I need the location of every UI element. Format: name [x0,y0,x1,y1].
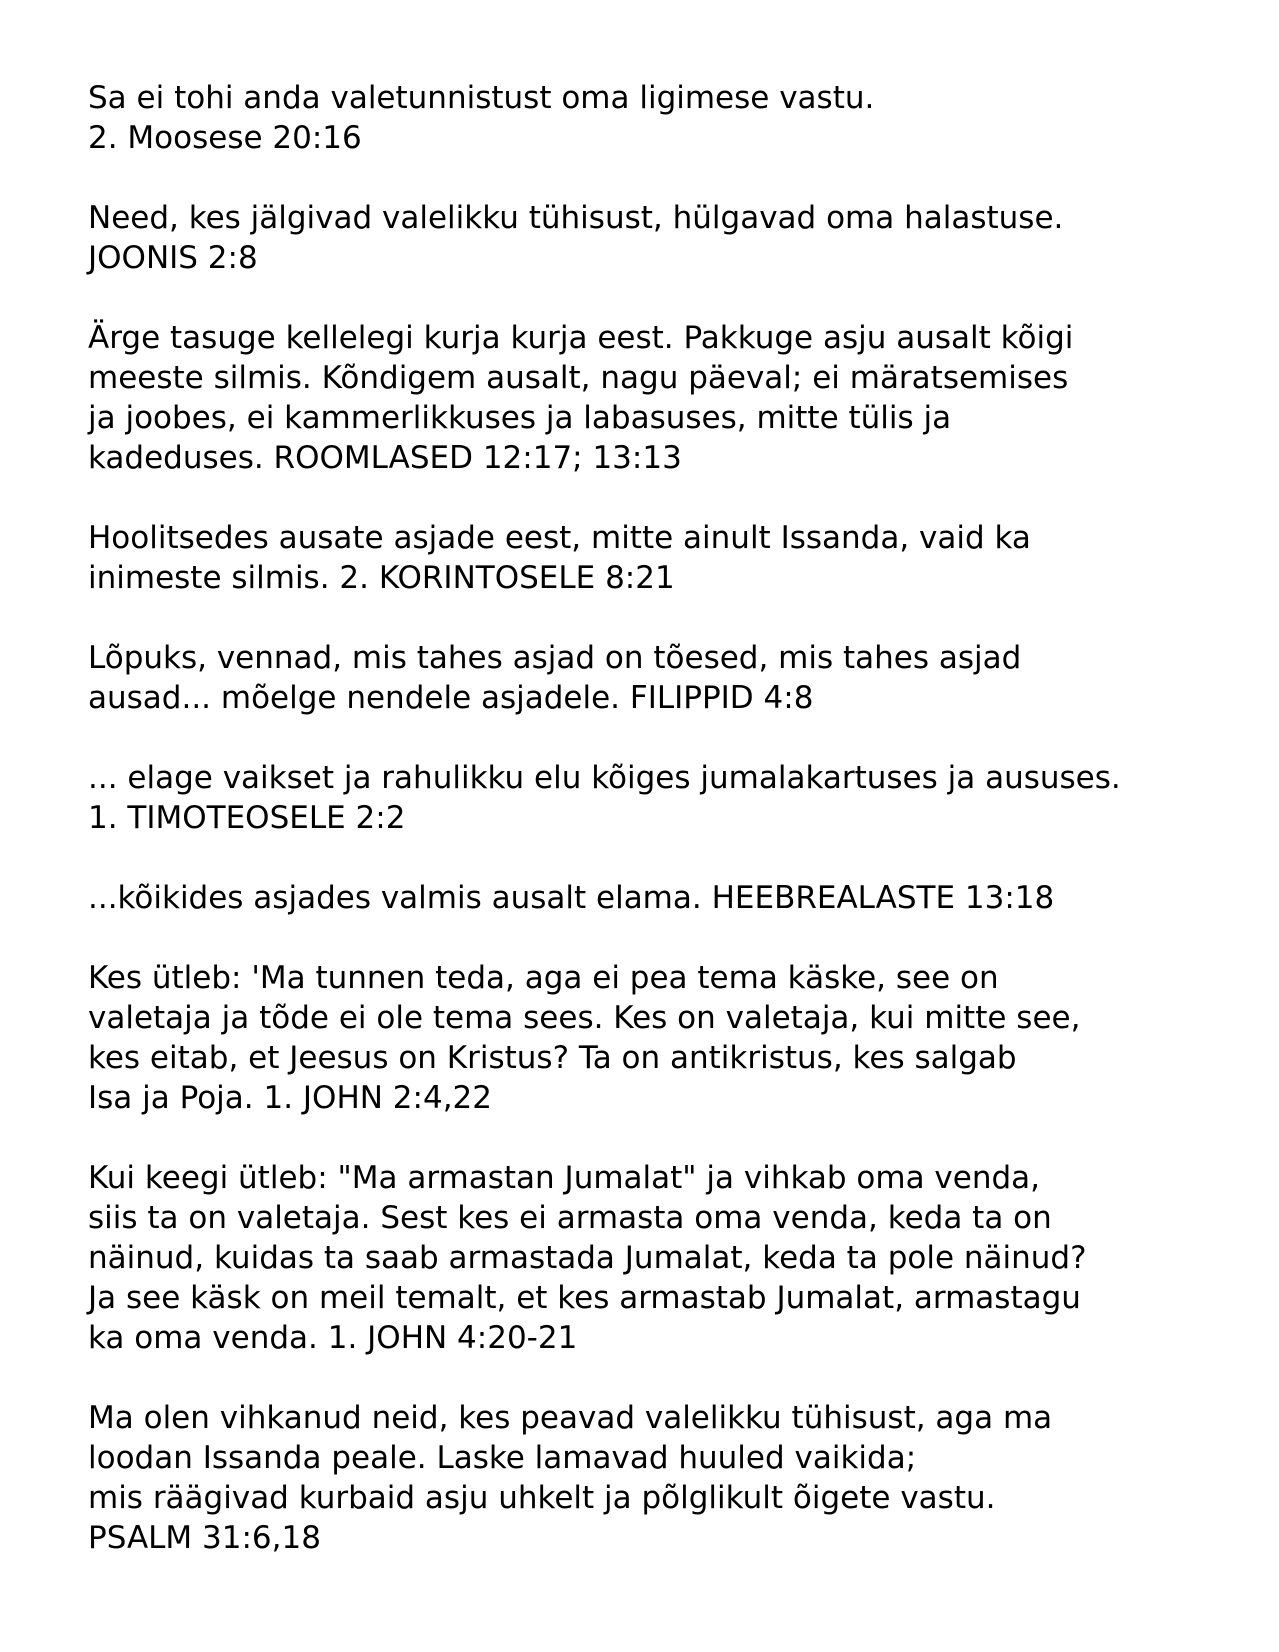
verse-line: Sa ei tohi anda valetunnistust oma ligimese vastu. [88,80,875,116]
verse-line: ausad... mõelge nendele asjadele. FILIPPID 4:8 [88,680,814,716]
verse-line: Need, kes jälgivad valelikku tühisust, hülgavad oma halastuse. [88,200,1064,236]
verse-line: Kes ütleb: 'Ma tunnen teda, aga ei pea tema käske, see on [88,960,999,996]
verse-line: ... elage vaikset ja rahulikku elu kõiges jumalakartuses ja aususes. [88,760,1121,796]
verse-line: kadeduses. ROOMLASED 12:17; 13:13 [88,440,682,476]
verse-paragraph [88,878,1238,918]
verse-reference: 2. Moosese 20:16 [88,120,362,156]
verse-reference: JOONIS 2:8 [88,240,258,276]
verse-paragraph [88,758,1238,838]
verse-paragraph [88,518,1238,598]
verse-line: kes eitab, et Jeesus on Kristus? Ta on antikristus, kes salgab [88,1040,1017,1076]
verse-line: meeste silmis. Kõndigem ausalt, nagu päeval; ei märatsemises [88,360,1069,396]
verse-line: Kui keegi ütleb: "Ma armastan Jumalat" ja vihkab oma venda, [88,1160,1041,1196]
verse-paragraph [88,638,1238,718]
verse-line: Hoolitsedes ausate asjade eest, mitte ainult Issanda, vaid ka [88,520,1031,556]
verse-line: ka oma venda. 1. JOHN 4:20-21 [88,1320,578,1356]
verse-line: siis ta on valetaja. Sest kes ei armasta oma venda, keda ta on [88,1200,1052,1236]
verse-line: loodan Issanda peale. Laske lamavad huuled vaikida; [88,1440,917,1476]
verse-line: Ma olen vihkanud neid, kes peavad valelikku tühisust, aga ma [88,1400,1053,1436]
verse-line: mis räägivad kurbaid asju uhkelt ja põlglikult õigete vastu. [88,1480,996,1516]
verse-paragraph [88,198,1238,278]
verse-line: ...kõikides asjades valmis ausalt elama. HEEBREALASTE 13:18 [88,880,1055,916]
verse-line: Lõpuks, vennad, mis tahes asjad on tõesed, mis tahes asjad [88,640,1022,676]
verse-line: Ja see käsk on meil temalt, et kes armastab Jumalat, armastagu [88,1280,1081,1316]
verse-line: ja joobes, ei kammerlikkuses ja labasuses, mitte tülis ja [88,400,952,436]
verse-paragraph [88,1158,1238,1358]
document-page [88,78,1238,1598]
verse-line: näinud, kuidas ta saab armastada Jumalat, keda ta pole näinud? [88,1240,1087,1276]
verse-reference: 1. TIMOTEOSELE 2:2 [88,800,406,836]
verse-reference: PSALM 31:6,18 [88,1520,321,1556]
verse-line: Ärge tasuge kellelegi kurja kurja eest. Pakkuge asju ausalt kõigi [88,320,1074,356]
verse-paragraph [88,78,1238,158]
verse-line: inimeste silmis. 2. KORINTOSELE 8:21 [88,560,675,596]
verse-line: valetaja ja tõde ei ole tema sees. Kes on valetaja, kui mitte see, [88,1000,1081,1036]
verse-line: Isa ja Poja. 1. JOHN 2:4,22 [88,1080,492,1116]
verse-paragraph [88,318,1238,478]
verse-paragraph [88,1398,1238,1558]
verse-paragraph [88,958,1238,1118]
